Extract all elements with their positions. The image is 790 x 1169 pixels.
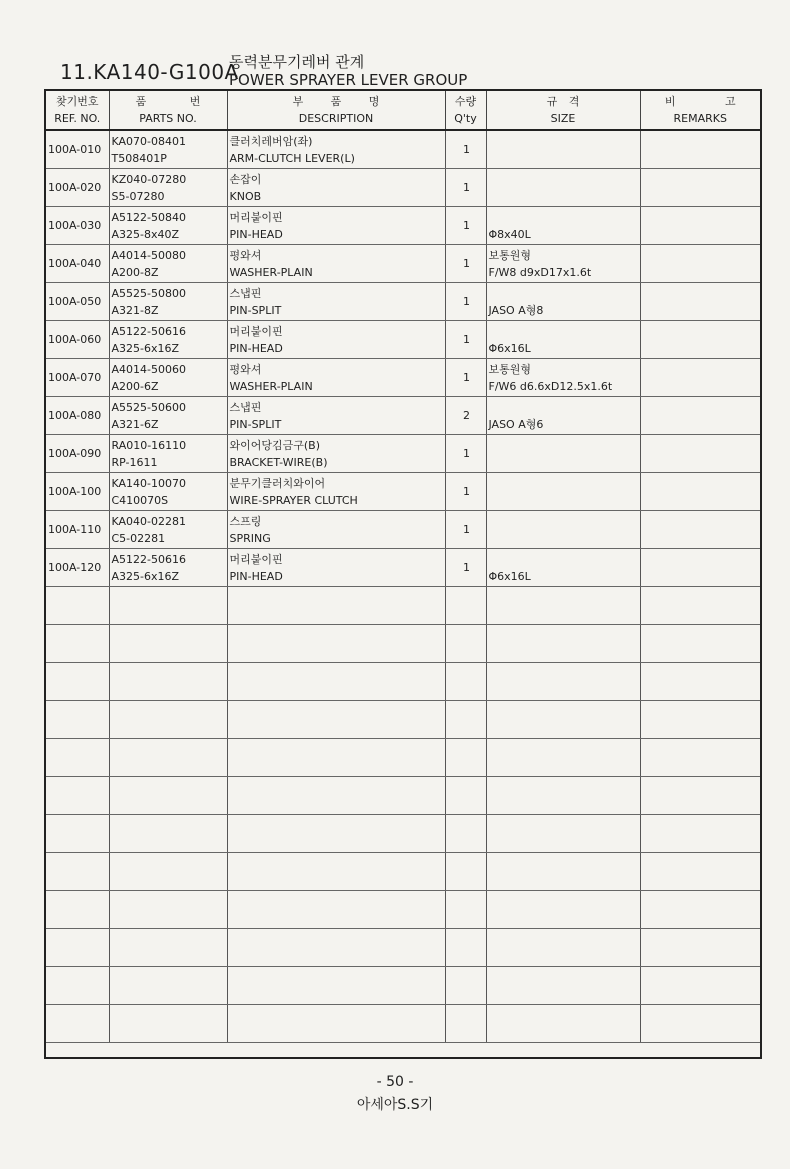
parts-table-body (46, 130, 760, 1043)
empty-cell (46, 967, 109, 1005)
ref-no-cell: 100A-010 (46, 130, 109, 169)
empty-cell (486, 777, 640, 815)
remarks-cell (640, 549, 760, 587)
empty-cell (640, 891, 760, 929)
empty-cell (445, 587, 486, 625)
size-cell (486, 473, 640, 511)
qty-cell: 1 (445, 435, 486, 473)
ref-no-cell: 100A-060 (46, 321, 109, 359)
table-row (46, 169, 760, 207)
ref-no-cell: 100A-050 (46, 283, 109, 321)
qty-cell: 2 (445, 397, 486, 435)
empty-cell (486, 663, 640, 701)
empty-cell (486, 739, 640, 777)
col-header-parts-no: 품 번 PARTS NO. (109, 91, 227, 130)
empty-cell (486, 625, 640, 663)
ref-no-cell: 100A-110 (46, 511, 109, 549)
company-name: 아세아S.S기 (356, 1097, 434, 1113)
empty-cell (445, 853, 486, 891)
remarks-cell (640, 359, 760, 397)
description-cell: 스냅핀 PIN-SPLIT (227, 397, 445, 435)
description-cell: 손잡이 KNOB (227, 169, 445, 207)
empty-cell (640, 967, 760, 1005)
empty-cell (46, 587, 109, 625)
table-row (46, 207, 760, 245)
empty-cell (46, 815, 109, 853)
qty-cell: 1 (445, 473, 486, 511)
table-row (46, 245, 760, 283)
table-row (46, 435, 760, 473)
parts-no-cell: A5525-50600 A321-6Z (109, 397, 227, 435)
description-cell: 스냅핀 PIN-SPLIT (227, 283, 445, 321)
empty-cell (445, 663, 486, 701)
remarks-cell (640, 321, 760, 359)
table-row-empty (46, 967, 760, 1005)
col-header-description: 부 품 명 DESCRIPTION (227, 91, 445, 130)
empty-cell (486, 891, 640, 929)
qty-cell: 1 (445, 207, 486, 245)
qty-cell: 1 (445, 169, 486, 207)
table-row (46, 359, 760, 397)
empty-cell (486, 1005, 640, 1043)
table-row (46, 549, 760, 587)
parts-no-cell: A5122-50616 A325-6x16Z (109, 549, 227, 587)
parts-no-cell: A5525-50800 A321-8Z (109, 283, 227, 321)
parts-table-frame (44, 89, 762, 1059)
empty-cell (46, 929, 109, 967)
empty-cell (445, 815, 486, 853)
parts-no-cell: KA140-10070 C410070S (109, 473, 227, 511)
table-row-empty (46, 663, 760, 701)
empty-cell (640, 1005, 760, 1043)
size-cell: 보통원형 F/W6 d6.6xD12.5x1.6t (486, 359, 640, 397)
table-row-empty (46, 701, 760, 739)
empty-cell (109, 625, 227, 663)
empty-cell (640, 663, 760, 701)
description-cell: 머리붙이핀 PIN-HEAD (227, 321, 445, 359)
empty-cell (486, 701, 640, 739)
table-row-empty (46, 815, 760, 853)
table-row-empty (46, 891, 760, 929)
size-cell: JASO A형6 (486, 397, 640, 435)
empty-cell (486, 853, 640, 891)
size-cell: JASO A형8 (486, 283, 640, 321)
empty-cell (46, 891, 109, 929)
empty-cell (227, 1005, 445, 1043)
size-cell (486, 435, 640, 473)
col-header-qty: 수량 Q'ty (445, 91, 486, 130)
empty-cell (109, 739, 227, 777)
size-cell: 보통원형 F/W8 d9xD17x1.6t (486, 245, 640, 283)
ref-no-cell: 100A-020 (46, 169, 109, 207)
parts-no-cell: RA010-16110 RP-1611 (109, 435, 227, 473)
remarks-cell (640, 130, 760, 169)
empty-cell (227, 929, 445, 967)
table-header-row (46, 91, 760, 130)
empty-cell (46, 625, 109, 663)
empty-cell (227, 777, 445, 815)
qty-cell: 1 (445, 359, 486, 397)
empty-cell (227, 853, 445, 891)
empty-cell (227, 967, 445, 1005)
empty-cell (445, 625, 486, 663)
remarks-cell (640, 397, 760, 435)
table-row-empty (46, 853, 760, 891)
group-title-korean: 동력분무기레버 관계 (229, 53, 365, 71)
empty-cell (46, 853, 109, 891)
qty-cell: 1 (445, 511, 486, 549)
empty-cell (46, 701, 109, 739)
description-cell: 평와셔 WASHER-PLAIN (227, 359, 445, 397)
empty-cell (227, 625, 445, 663)
empty-cell (227, 815, 445, 853)
remarks-cell (640, 473, 760, 511)
empty-cell (46, 777, 109, 815)
col-header-size: 규 격 SIZE (486, 91, 640, 130)
ref-no-cell: 100A-090 (46, 435, 109, 473)
empty-cell (227, 663, 445, 701)
table-row (46, 397, 760, 435)
ref-no-cell: 100A-030 (46, 207, 109, 245)
empty-cell (445, 701, 486, 739)
empty-cell (109, 891, 227, 929)
empty-cell (640, 625, 760, 663)
description-cell: 클러치레버암(좌) ARM-CLUTCH LEVER(L) (227, 130, 445, 169)
remarks-cell (640, 435, 760, 473)
empty-cell (445, 891, 486, 929)
parts-no-cell: A5122-50616 A325-6x16Z (109, 321, 227, 359)
empty-cell (109, 777, 227, 815)
empty-cell (227, 701, 445, 739)
table-row (46, 321, 760, 359)
remarks-cell (640, 283, 760, 321)
empty-cell (445, 777, 486, 815)
ref-no-cell: 100A-080 (46, 397, 109, 435)
empty-cell (640, 815, 760, 853)
empty-cell (486, 587, 640, 625)
empty-cell (109, 1005, 227, 1043)
empty-cell (227, 891, 445, 929)
empty-cell (109, 587, 227, 625)
qty-cell: 1 (445, 321, 486, 359)
parts-table (46, 91, 760, 1043)
empty-cell (109, 929, 227, 967)
description-cell: 평와셔 WASHER-PLAIN (227, 245, 445, 283)
description-cell: 분무기클러치와이어 WIRE-SPRAYER CLUTCH (227, 473, 445, 511)
empty-cell (445, 1005, 486, 1043)
empty-cell (109, 815, 227, 853)
table-row (46, 473, 760, 511)
empty-cell (486, 967, 640, 1005)
table-row-empty (46, 777, 760, 815)
table-row-empty (46, 929, 760, 967)
description-cell: 머리붙이핀 PIN-HEAD (227, 207, 445, 245)
parts-no-cell: A5122-50840 A325-8x40Z (109, 207, 227, 245)
empty-cell (486, 929, 640, 967)
remarks-cell (640, 245, 760, 283)
qty-cell: 1 (445, 245, 486, 283)
parts-no-cell: KA070-08401 T508401P (109, 130, 227, 169)
parts-no-cell: KA040-02281 C5-02281 (109, 511, 227, 549)
parts-no-cell: A4014-50060 A200-6Z (109, 359, 227, 397)
page-number: - 50 - (376, 1074, 414, 1090)
table-row (46, 130, 760, 169)
parts-no-cell: KZ040-07280 S5-07280 (109, 169, 227, 207)
empty-cell (109, 853, 227, 891)
table-row (46, 283, 760, 321)
remarks-cell (640, 511, 760, 549)
parts-no-cell: A4014-50080 A200-8Z (109, 245, 227, 283)
qty-cell: 1 (445, 130, 486, 169)
empty-cell (109, 701, 227, 739)
empty-cell (46, 663, 109, 701)
table-row-empty (46, 1005, 760, 1043)
size-cell: Φ6x16L (486, 321, 640, 359)
remarks-cell (640, 207, 760, 245)
ref-no-cell: 100A-120 (46, 549, 109, 587)
empty-cell (227, 587, 445, 625)
size-cell: Φ6x16L (486, 549, 640, 587)
empty-cell (445, 967, 486, 1005)
empty-cell (640, 587, 760, 625)
table-row-empty (46, 739, 760, 777)
qty-cell: 1 (445, 283, 486, 321)
ref-no-cell: 100A-040 (46, 245, 109, 283)
ref-no-cell: 100A-100 (46, 473, 109, 511)
size-cell (486, 511, 640, 549)
empty-cell (46, 739, 109, 777)
qty-cell: 1 (445, 549, 486, 587)
remarks-cell (640, 169, 760, 207)
empty-cell (445, 929, 486, 967)
empty-cell (227, 739, 445, 777)
empty-cell (640, 701, 760, 739)
size-cell (486, 130, 640, 169)
description-cell: 스프링 SPRING (227, 511, 445, 549)
empty-cell (109, 967, 227, 1005)
section-number: 11.KA140-G100A (60, 60, 239, 84)
empty-cell (445, 739, 486, 777)
size-cell: Φ8x40L (486, 207, 640, 245)
col-header-remarks: 비 고 REMARKS (640, 91, 760, 130)
empty-cell (640, 777, 760, 815)
description-cell: 와이어당김금구(B) BRACKET-WIRE(B) (227, 435, 445, 473)
ref-no-cell: 100A-070 (46, 359, 109, 397)
col-header-ref: 찾기번호 REF. NO. (46, 91, 109, 130)
description-cell: 머리붙이핀 PIN-HEAD (227, 549, 445, 587)
size-cell (486, 169, 640, 207)
empty-cell (640, 739, 760, 777)
empty-cell (640, 929, 760, 967)
table-row-empty (46, 625, 760, 663)
empty-cell (486, 815, 640, 853)
empty-cell (109, 663, 227, 701)
empty-cell (46, 1005, 109, 1043)
table-row (46, 511, 760, 549)
table-row-empty (46, 587, 760, 625)
empty-cell (640, 853, 760, 891)
group-title-english: POWER SPRAYER LEVER GROUP (229, 71, 468, 89)
